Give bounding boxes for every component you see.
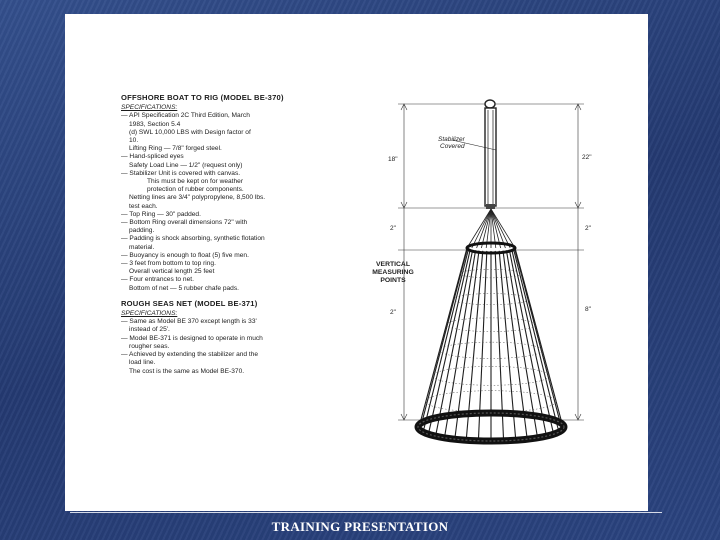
spec-line: load line.	[129, 359, 156, 367]
net-line	[423, 249, 468, 431]
spec-line: — Buoyancy is enough to float (5) five men.	[121, 251, 249, 259]
net-line	[514, 249, 559, 431]
dim-low-left: 2"	[390, 309, 396, 316]
specifications-heading: SPECIFICATIONS:	[121, 104, 178, 112]
dim-top-left: 18"	[388, 156, 398, 163]
net-line	[420, 249, 467, 430]
model-be370-title: OFFSHORE BOAT TO RIG (MODEL BE-370)	[121, 93, 284, 102]
top-shackle	[485, 100, 495, 108]
spec-line: test each.	[129, 202, 158, 210]
dim-mid-left: 2"	[390, 225, 396, 232]
specifications-heading: SPECIFICATIONS:	[121, 310, 178, 318]
spec-line: Lifting Ring — 7/8" forged steel.	[129, 145, 222, 153]
spec-line: Overall vertical length 25 feet	[129, 268, 215, 276]
spec-line: rougher seas.	[129, 342, 170, 350]
footer-divider	[70, 512, 662, 513]
spec-line: — Top Ring — 30" padded.	[121, 210, 201, 218]
dim-low-right: 8"	[585, 306, 591, 313]
spec-line: Safety Load Line — 1/2" (request only)	[129, 161, 243, 169]
spec-line: — API Specification 2C Third Edition, March	[121, 112, 250, 120]
spec-line: — Padding is shock absorbing, synthetic flotation	[121, 235, 265, 243]
spec-line: — Achieved by extending the stabilizer and the	[121, 351, 259, 359]
footer-label: TRAINING PRESENTATION	[271, 519, 449, 534]
spec-line: — Stabilizer Unit is covered with canvas.	[121, 169, 241, 177]
spec-line: (d) SWL 10,000 LBS with Design factor of	[129, 128, 251, 136]
dim-mid-right: 2"	[585, 225, 591, 232]
spec-line: — Same as Model BE 370 except length is 33'	[121, 318, 257, 326]
stabilizer-collar	[486, 204, 495, 209]
spec-line: — Bottom Ring overall dimensions 72" with	[121, 219, 248, 227]
spec-line: — Hand-spliced eyes	[121, 153, 184, 161]
spec-line: material.	[129, 243, 155, 251]
spec-line: Bottom of net — 5 rubber chafe pads.	[129, 284, 239, 292]
net-line	[515, 249, 562, 430]
measuring-label-line3: POINTS	[380, 277, 406, 284]
spec-line: Netting lines are 3/4" polypropylene, 8,500 lbs.	[129, 194, 266, 202]
model-be371-title: ROUGH SEAS NET (MODEL BE-371)	[121, 298, 258, 308]
spec-line: 1983, Section 5.4	[129, 120, 181, 128]
stabilizer-column	[485, 108, 496, 206]
spec-line: instead of 25'.	[129, 326, 170, 334]
measuring-label-line1: VERTICAL	[376, 261, 410, 268]
stabilizer-label-line1: Stabilizer	[438, 136, 465, 143]
spec-line: This must be kept on for weather	[147, 178, 244, 186]
spec-line: — Model BE-371 is designed to operate in much	[121, 334, 263, 342]
spec-line: protection of rubber components.	[147, 186, 244, 194]
spec-line: — Four entrances to net.	[121, 276, 194, 284]
spec-line: — 3 feet from bottom to top ring.	[121, 260, 216, 268]
spec-line: The cost is the same as Model BE-370.	[129, 367, 245, 375]
spec-line: 10.	[129, 137, 139, 145]
dim-top-right: 22"	[582, 154, 592, 161]
stabilizer-label-line2: Covered	[440, 143, 465, 150]
measuring-label-line2: MEASURING	[372, 269, 414, 276]
spec-line: padding.	[129, 227, 155, 235]
